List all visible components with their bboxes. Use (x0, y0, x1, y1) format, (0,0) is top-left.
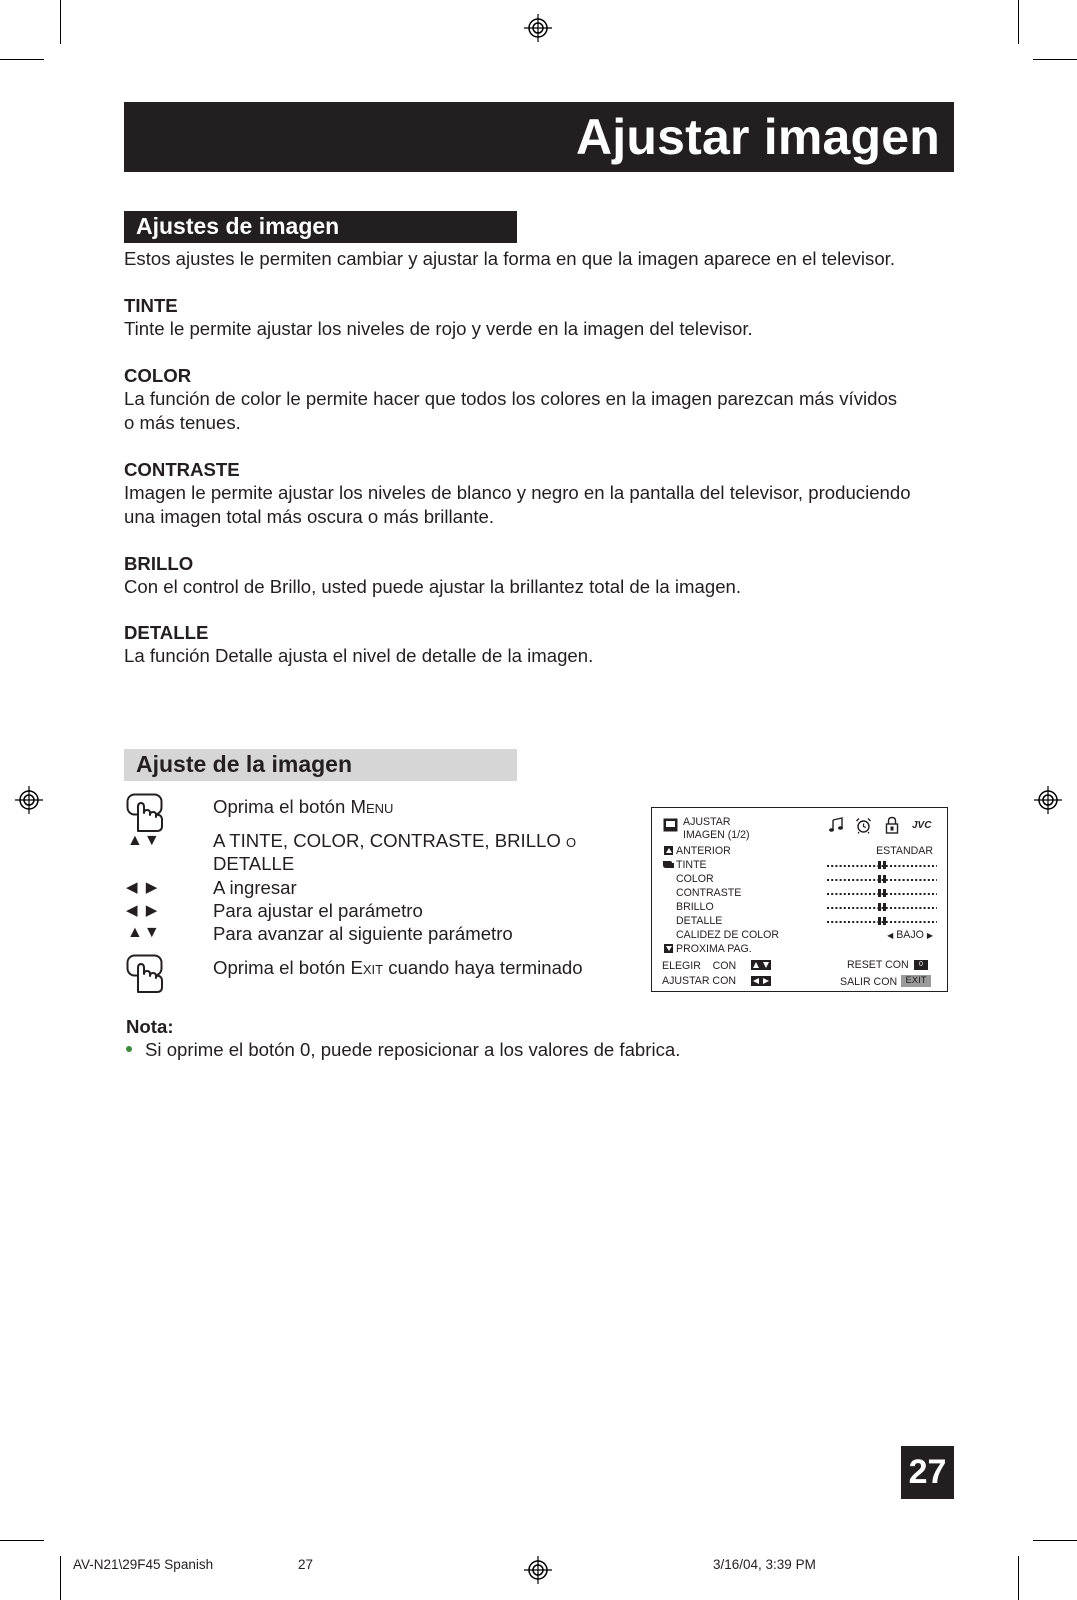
picture-menu-icon (663, 818, 678, 832)
step-select-item-cont: DETALLE (213, 853, 295, 874)
osd-exit-key: EXIT (901, 975, 931, 987)
lock-icon (885, 816, 899, 834)
left-right-key-icon (751, 976, 771, 986)
osd-reset: RESET CON (847, 959, 909, 971)
up-down-arrow-icon: ▲▼ (127, 832, 161, 849)
term-detalle: DETALLE (124, 622, 209, 643)
osd-calidez: CALIDEZ DE COLOR (676, 929, 780, 941)
footer-page: 27 (298, 1557, 314, 1572)
osd-level-bar (827, 861, 937, 869)
crop-mark (0, 59, 44, 60)
step-press-exit: Oprima el botón Exit cuando haya terminado (213, 957, 583, 978)
osd-salir: SALIR CON (840, 976, 898, 988)
registration-mark-icon (524, 14, 552, 42)
registration-mark-icon (15, 786, 43, 814)
left-right-arrow-icon: ◀ ▶ (126, 879, 160, 896)
osd-proxima: PROXIMA PAG. (676, 943, 752, 955)
desc-color-line: o más tenues. (124, 412, 241, 433)
step-select-item: A TINTE, COLOR, CONTRASTE, BRILLO o (213, 830, 577, 851)
osd-row-label: TINTE (676, 859, 707, 871)
desc-color-line: La función de color le permite hacer que todos los colores en la imagen parezcan más vívidos (124, 388, 898, 409)
section-heading-text: Ajuste de la imagen (136, 751, 353, 777)
osd-row-label: BRILLO (676, 901, 714, 913)
osd-title: AJUSTAR (683, 816, 731, 828)
crop-mark (1018, 1556, 1019, 1600)
page-title: Ajustar imagen (575, 109, 940, 165)
registration-mark-icon (524, 1556, 552, 1584)
section-heading (124, 749, 517, 781)
osd-level-bar (827, 917, 937, 925)
up-down-key-icon (751, 960, 771, 970)
crop-mark (60, 0, 61, 44)
step-next: Para avanzar al siguiente parámetro (213, 923, 513, 944)
osd-level-bar (827, 875, 937, 883)
up-down-arrow-icon: ▲▼ (127, 924, 161, 941)
remote-hand-icon (126, 954, 166, 994)
crop-mark (1018, 0, 1019, 44)
music-icon (828, 817, 844, 833)
osd-mode: ESTANDAR (876, 845, 933, 857)
term-contraste: CONTRASTE (124, 459, 240, 480)
osd-row-label: CONTRASTE (676, 887, 742, 899)
osd-calidez-value: ◀ BAJO ▶ (887, 929, 933, 941)
note-label: Nota: (126, 1016, 174, 1037)
osd-menu-screen (651, 807, 948, 992)
osd-ajustar: AJUSTAR CON (662, 975, 736, 987)
desc-tinte: Tinte le permite ajustar los niveles de rojo y verde en la imagen del televisor. (124, 318, 753, 339)
alarm-clock-icon (855, 817, 872, 834)
term-brillo: BRILLO (124, 553, 194, 574)
term-color: COLOR (124, 365, 192, 386)
osd-anterior: ANTERIOR (676, 845, 731, 857)
up-arrow-icon (664, 846, 673, 855)
step-adjust: Para ajustar el parámetro (213, 900, 423, 921)
left-triangle-icon: ◀ (887, 931, 894, 940)
crop-mark (1033, 59, 1077, 60)
osd-reset-key: 0 (914, 960, 928, 970)
step-enter: A ingresar (213, 877, 297, 898)
note-text: Si oprime el botón 0, puede reposicionar a los valores de fabrica. (145, 1039, 681, 1060)
osd-level-bar (827, 903, 937, 911)
step-press-menu: Oprima el botón Menu (213, 796, 394, 817)
crop-mark (1033, 1540, 1077, 1541)
osd-elegir: ELEGIR CON (662, 960, 737, 972)
section-heading-text: Ajustes de imagen (136, 213, 340, 239)
osd-level-bar (827, 889, 937, 897)
page-title-bar (124, 102, 954, 172)
osd-subtitle: IMAGEN (1/2) (683, 829, 750, 841)
page-number: 27 (901, 1446, 954, 1499)
crop-mark (0, 1540, 44, 1541)
footer-file: AV-N21\29F45 Spanish (73, 1557, 214, 1572)
footer-date: 3/16/04, 3:39 PM (713, 1557, 816, 1572)
term-tinte: TINTE (124, 295, 178, 316)
section-heading (124, 211, 517, 243)
registration-mark-icon (1034, 786, 1062, 814)
osd-row-label: DETALLE (676, 915, 723, 927)
brand-logo: JVC (912, 820, 932, 831)
remote-hand-icon (126, 793, 166, 833)
intro-paragraph: Estos ajustes le permiten cambiar y ajustar la forma en que la imagen aparece en el televisor. (124, 248, 896, 269)
osd-row-label: COLOR (676, 873, 714, 885)
note-bullet-dot (126, 1046, 132, 1052)
desc-brillo: Con el control de Brillo, usted puede ajustar la brillantez total de la imagen. (124, 576, 742, 597)
desc-contraste-line: Imagen le permite ajustar los niveles de blanco y negro en la pantalla del televisor, produciendo (124, 482, 911, 503)
left-right-arrow-icon: ◀ ▶ (126, 902, 160, 919)
crop-mark (60, 1556, 61, 1600)
right-triangle-icon: ▶ (926, 931, 933, 940)
hand-pointer-icon (663, 859, 675, 869)
desc-contraste-line: una imagen total más oscura o más brillante. (124, 506, 494, 527)
desc-detalle: La función Detalle ajusta el nivel de detalle de la imagen. (124, 645, 594, 666)
down-arrow-icon (664, 944, 673, 953)
